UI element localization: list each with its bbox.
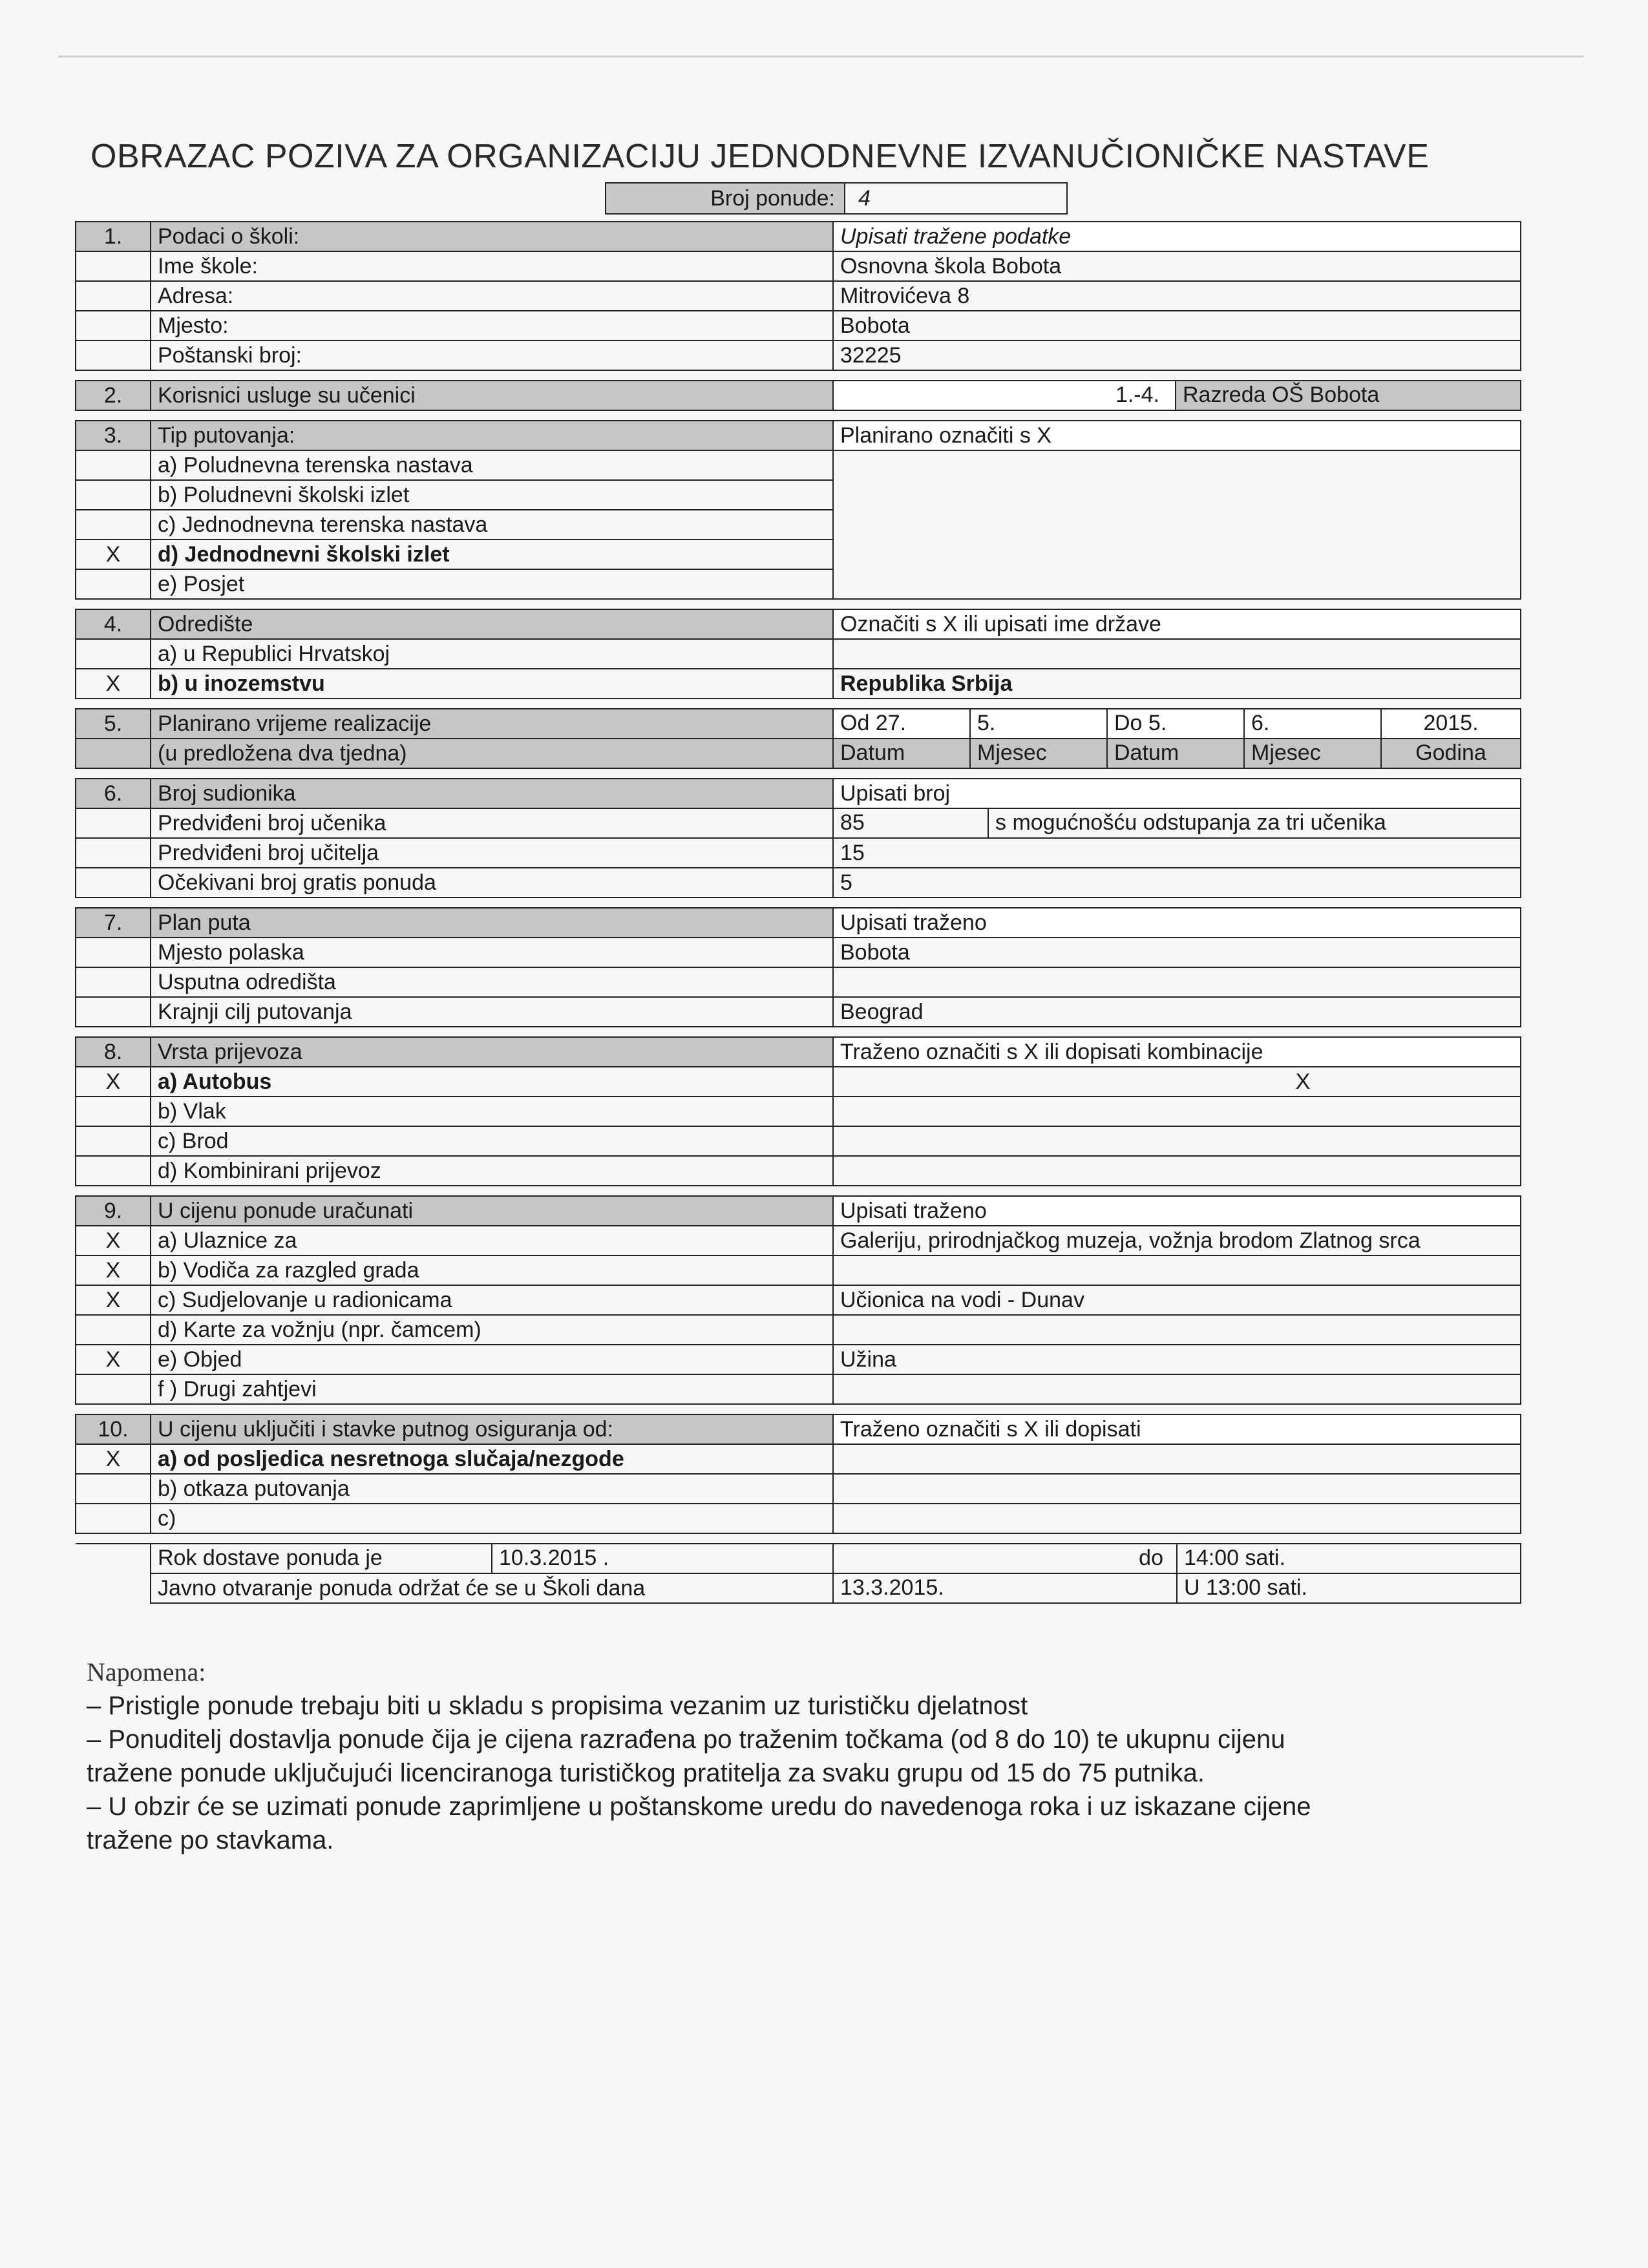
- row-value: 15: [833, 838, 1521, 868]
- section-number: 5.: [76, 709, 151, 739]
- table-row: [76, 1444, 1521, 1474]
- row-value: 32225: [833, 341, 1521, 370]
- row-label: d) Jednodnevni školski izlet: [151, 540, 833, 569]
- row-mark: [76, 510, 151, 540]
- section-instruction: Planirano označiti s X: [833, 421, 1521, 450]
- row-label: c) Sudjelovanje u radionicama: [151, 1285, 833, 1315]
- deadline-time: 14:00 sati.: [1184, 1546, 1285, 1570]
- month-label: Mjesec: [971, 739, 1108, 768]
- section-10-header: [76, 1414, 1521, 1444]
- table-row: [76, 838, 1521, 868]
- grade-school: Razreda OŠ Bobota: [1183, 383, 1380, 407]
- row-value: [833, 639, 1521, 669]
- row-value: Bobota: [833, 938, 1521, 967]
- scan-edge-line: [58, 56, 1583, 58]
- section-title: Vrsta prijevoza: [151, 1037, 833, 1067]
- table-row: [76, 251, 1521, 281]
- row-value: [833, 1156, 1521, 1186]
- row-mark: [76, 1126, 151, 1156]
- section-number: 6.: [76, 779, 151, 808]
- table-row: [76, 1315, 1521, 1345]
- row-mark: [76, 1097, 151, 1126]
- section-9-header: [76, 1196, 1521, 1226]
- section-number: 1.: [76, 222, 151, 251]
- row-value: [833, 1474, 1521, 1504]
- row-value: [833, 1315, 1521, 1345]
- row-value: Učionica na vodi - Dunav: [833, 1285, 1521, 1315]
- date-label: Datum: [1108, 739, 1245, 768]
- section-6-header: [76, 779, 1521, 808]
- table-row: [76, 480, 1521, 510]
- section-title: Planirano vrijeme realizacije: [151, 709, 833, 739]
- section-2-header: [76, 381, 1521, 410]
- row-value: Galeriju, prirodnjačkog muzeja, vožnja brodom Zlatnog srca: [833, 1226, 1521, 1255]
- section-number: 4.: [76, 609, 151, 639]
- section-title: Odredište: [151, 609, 833, 639]
- section-title: Plan puta: [151, 908, 833, 938]
- date-from-month: 5.: [971, 709, 1108, 738]
- section-instruction: Upisati traženo: [833, 908, 1521, 938]
- table-row: [76, 967, 1521, 997]
- table-row: [76, 311, 1521, 341]
- opening-date: 13.3.2015.: [834, 1574, 1178, 1602]
- table-row: [76, 569, 1521, 599]
- row-label: f ) Drugi zahtjevi: [151, 1374, 833, 1404]
- table-row: [76, 639, 1521, 669]
- row-label: a) Poludnevna terenska nastava: [151, 450, 833, 480]
- row-label: Adresa:: [151, 281, 833, 311]
- section-instruction: Upisati broj: [833, 779, 1521, 808]
- section-title: Broj sudionika: [151, 779, 833, 808]
- section-4-header: [76, 609, 1521, 639]
- section-title: U cijenu uključiti i stavke putnog osiguranja od:: [151, 1414, 833, 1444]
- row-value: Beograd: [833, 997, 1521, 1027]
- section-title: Tip putovanja:: [151, 421, 833, 450]
- table-row: [76, 1285, 1521, 1315]
- row-note: s mogućnošću odstupanja za tri učenika: [995, 810, 1386, 835]
- row-mark: [76, 450, 151, 480]
- table-row: [76, 1067, 1521, 1097]
- table-row: [76, 1504, 1521, 1533]
- date-from-day: Od 27.: [834, 709, 971, 738]
- row-value: [833, 1126, 1521, 1156]
- row-label: Očekivani broj gratis ponuda: [151, 868, 833, 898]
- row-mark: X: [76, 1067, 151, 1097]
- note-line: tražene ponude uključujući licenciranoga turističkog pratitelja za svaku grupu od 15 do 75 putnika.: [87, 1759, 1205, 1787]
- row-mark: X: [76, 669, 151, 698]
- table-row: [76, 1097, 1521, 1126]
- row-mark: X: [76, 1285, 151, 1315]
- row-value: [833, 967, 1521, 997]
- table-row: [76, 510, 1521, 540]
- table-row: [76, 1345, 1521, 1374]
- deadline-date: 10.3.2015 .: [499, 1546, 609, 1570]
- section-8-header: [76, 1037, 1521, 1067]
- row-value: [833, 1504, 1521, 1533]
- date-year: 2015.: [1423, 711, 1479, 735]
- section-number: 7.: [76, 908, 151, 938]
- section-number: 10.: [76, 1414, 151, 1444]
- row-value: [833, 1444, 1521, 1474]
- note-line: – U obzir će se uzimati ponude zaprimljene u poštanskome uredu do navedenoga roka i uz iskazane cijene: [87, 1792, 1311, 1821]
- opening-row: [76, 1573, 1521, 1603]
- row-mark: X: [76, 540, 151, 569]
- section-instruction: Traženo označiti s X ili dopisati: [833, 1414, 1521, 1444]
- table-row: [76, 341, 1521, 370]
- section-number: 2.: [76, 381, 151, 410]
- month-label: Mjesec: [1245, 739, 1382, 768]
- row-mark: X: [76, 1226, 151, 1255]
- row-value: 5: [833, 868, 1521, 898]
- table-row: [76, 1474, 1521, 1504]
- section-instruction: Traženo označiti s X ili dopisati kombinacije: [833, 1037, 1521, 1067]
- section-number: 3.: [76, 421, 151, 450]
- section-title: Korisnici usluge su učenici: [151, 381, 833, 410]
- table-row: [76, 938, 1521, 967]
- date-to-day: Do 5.: [1108, 709, 1245, 738]
- row-label: d) Kombinirani prijevoz: [151, 1156, 833, 1186]
- row-value: X: [833, 1067, 1521, 1097]
- notes-heading: Napomena:: [87, 1657, 206, 1686]
- row-label: c) Brod: [151, 1126, 833, 1156]
- form-table: [75, 221, 1521, 1604]
- offer-number-value: 4: [858, 186, 871, 211]
- row-mark: [76, 1504, 151, 1533]
- table-row: [76, 1226, 1521, 1255]
- table-row: [76, 808, 1521, 838]
- section-number: 9.: [76, 1196, 151, 1226]
- table-row: [76, 1255, 1521, 1285]
- row-value: [833, 1374, 1521, 1404]
- table-row: [76, 281, 1521, 311]
- section-7-header: [76, 908, 1521, 938]
- row-label: b) Vlak: [151, 1097, 833, 1126]
- row-label: Usputna odredišta: [151, 967, 833, 997]
- row-label: Mjesto polaska: [151, 938, 833, 967]
- row-label: Krajnji cilj putovanja: [151, 997, 833, 1027]
- row-value: Republika Srbija: [833, 669, 1521, 698]
- grade-range: 1.-4.: [834, 381, 1176, 410]
- row-mark: [76, 480, 151, 510]
- date-label: Datum: [834, 739, 971, 768]
- table-row: [76, 868, 1521, 898]
- table-row: [76, 1374, 1521, 1404]
- section-subtitle: (u predložena dva tjedna): [151, 739, 833, 768]
- row-mark: [76, 569, 151, 599]
- offer-number-label: Broj ponude:: [606, 184, 845, 213]
- deadline-label: Rok dostave ponuda je: [151, 1544, 492, 1573]
- row-value: Bobota: [833, 311, 1521, 341]
- opening-label: Javno otvaranje ponuda održat će se u Školi dana: [151, 1573, 833, 1603]
- deadline-to: do: [834, 1544, 1178, 1573]
- section-instruction: Upisati traženo: [833, 1196, 1521, 1226]
- offer-number-box: [605, 182, 1068, 215]
- note-line: – Pristigle ponude trebaju biti u skladu s propisima vezanim uz turističku djelatnost: [87, 1692, 1028, 1720]
- row-value: Užina: [833, 1345, 1521, 1374]
- note-line: tražene po stavkama.: [87, 1826, 334, 1854]
- row-label: e) Objed: [151, 1345, 833, 1374]
- row-label: a) Ulaznice za: [151, 1226, 833, 1255]
- row-label: Predviđeni broj učenika: [151, 808, 833, 838]
- row-label: c) Jednodnevna terenska nastava: [151, 510, 833, 540]
- row-value: 85: [834, 809, 989, 837]
- row-label: b) Vodiča za razgled grada: [151, 1255, 833, 1285]
- row-label: Ime škole:: [151, 251, 833, 281]
- row-value: [833, 1097, 1521, 1126]
- row-mark: [76, 639, 151, 669]
- form-title: OBRAZAC POZIVA ZA ORGANIZACIJU JEDNODNEVNE IZVANUČIONIČKE NASTAVE: [90, 138, 1430, 175]
- row-label: b) otkaza putovanja: [151, 1474, 833, 1504]
- row-label: b) u inozemstvu: [151, 669, 833, 698]
- table-row: [76, 450, 1521, 480]
- table-row: [76, 997, 1521, 1027]
- row-mark: [76, 1315, 151, 1345]
- section-title: U cijenu ponude uračunati: [151, 1196, 833, 1226]
- row-mark: [76, 1374, 151, 1404]
- row-label: a) Autobus: [151, 1067, 833, 1097]
- row-mark: X: [76, 1255, 151, 1285]
- table-row: [76, 1156, 1521, 1186]
- table-row: [76, 540, 1521, 569]
- section-instruction: Upisati tražene podatke: [833, 222, 1521, 251]
- row-label: c): [151, 1504, 833, 1533]
- note-line: – Ponuditelj dostavlja ponude čija je cijena razrađena po traženim točkama (od 8 do 10) te ukupnu cijenu: [87, 1725, 1285, 1754]
- deadline-row: [76, 1544, 1521, 1573]
- row-label: b) Poludnevni školski izlet: [151, 480, 833, 510]
- row-value: Osnovna škola Bobota: [833, 251, 1521, 281]
- table-row: [76, 669, 1521, 698]
- row-label: d) Karte za vožnju (npr. čamcem): [151, 1315, 833, 1345]
- row-value: Mitrovićeva 8: [833, 281, 1521, 311]
- section-instruction: Označiti s X ili upisati ime države: [833, 609, 1521, 639]
- section-title: Podaci o školi:: [151, 222, 833, 251]
- row-label: Poštanski broj:: [151, 341, 833, 370]
- row-mark: X: [76, 1345, 151, 1374]
- row-label: Mjesto:: [151, 311, 833, 341]
- section-5-header: [76, 709, 1521, 739]
- opening-time: U 13:00 sati.: [1184, 1575, 1307, 1600]
- row-mark: [76, 1156, 151, 1186]
- row-label: a) od posljedica nesretnoga slučaja/nezgode: [151, 1444, 833, 1474]
- notes-section: [87, 1655, 1534, 1857]
- row-mark: X: [76, 1444, 151, 1474]
- row-value: [833, 1255, 1521, 1285]
- section-3-header: [76, 421, 1521, 450]
- row-label: Predviđeni broj učitelja: [151, 838, 833, 868]
- row-label: e) Posjet: [151, 569, 833, 599]
- table-row: [76, 1126, 1521, 1156]
- section-number: 8.: [76, 1037, 151, 1067]
- year-label: Godina: [1415, 740, 1486, 765]
- date-to-month: 6.: [1245, 709, 1382, 738]
- row-label: a) u Republici Hrvatskoj: [151, 639, 833, 669]
- section-1-header: [76, 222, 1521, 251]
- row-mark: [76, 1474, 151, 1504]
